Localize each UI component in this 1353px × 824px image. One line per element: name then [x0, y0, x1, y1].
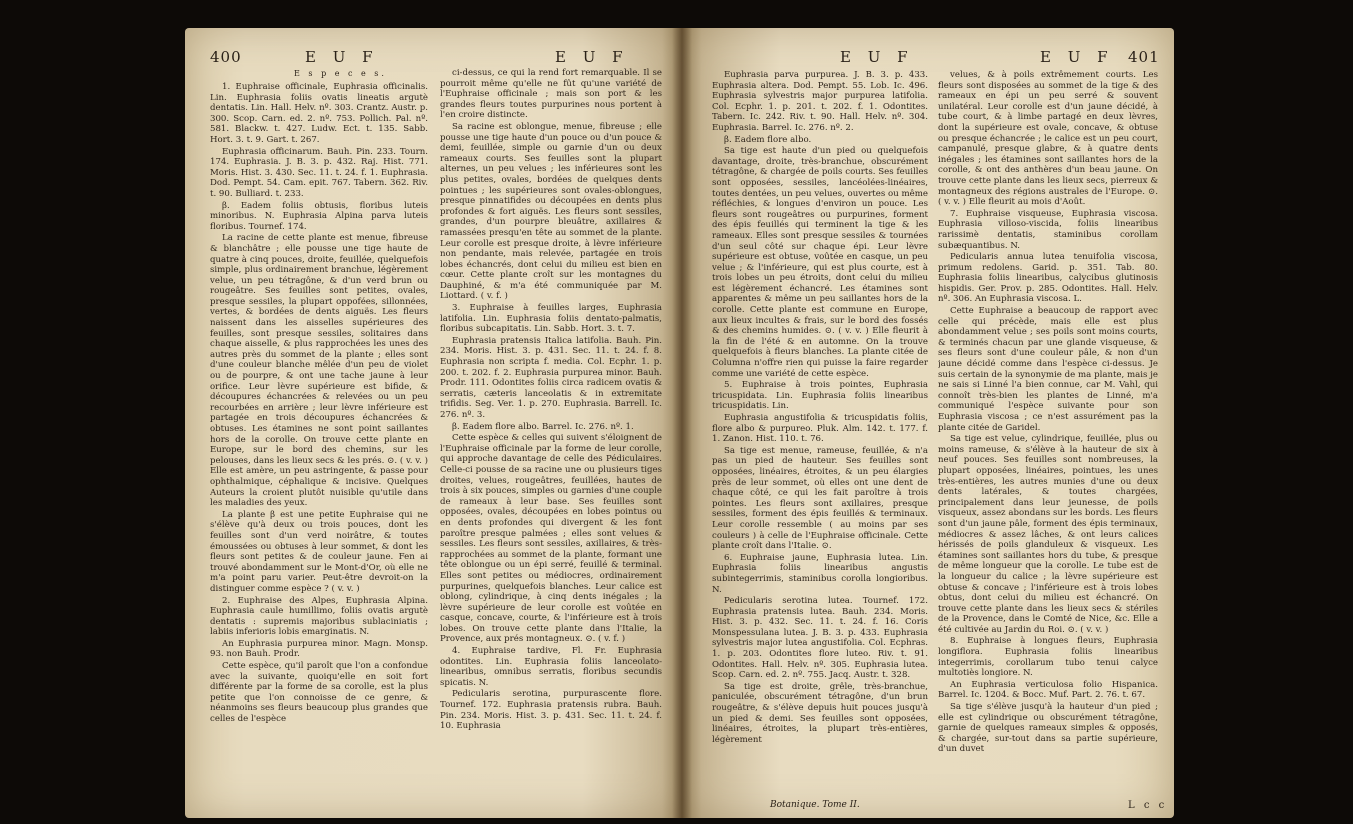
- paragraph: β. Eadem foliis obtusis, floribus luteis minoribus. N. Euphrasia Alpina parva luteis floribus. Tournef. 174.: [210, 200, 428, 232]
- left-running-head: E U F: [305, 48, 379, 66]
- paragraph: 5. Euphraise à trois pointes, Euphrasia tricuspidata. Lin. Euphrasia foliis linearibus tricuspidatis. Lin.: [712, 380, 928, 412]
- paragraph: Cette espèce & celles qui suivent s'éloignent de l'Euphraise officinale par la forme de leur corolle, qui approche davantage de celle des Pédiculaires. Celle-ci pousse de sa racine une ou plusieurs tiges droites, velues, rougeâtres, feuillées, hautes de trois à six pouces, simples ou garnies d'une couple de rameaux à leur base. Ses feuilles sont opposées, ovales, découpées en lobes pointus ou en dents profondes qui divergent & les font paroître presque palmées ; elles sont velues & sessiles. Les fleurs sont sessiles, axillaires, & très-rapprochées au sommet de la plante, formant une tête oblongue ou un épi serré, feuillé & terminal. Elles sont petites ou médiocres, ordinairement purpurines, quelquefois blanches. Leur calice est oblong, cylindrique, à cinq dents inégales ; la lèvre supérieure de leur corolle est voûtée en casque, concave, courte, & l'inférieure est à trois lobes. On trouve cette plante dans l'Italie, la Provence, aux prés montagneux. ⊙. ( v. f. ): [440, 433, 662, 645]
- right-running-head: E U F: [840, 48, 914, 66]
- paragraph: Sa tige est menue, rameuse, feuillée, & n'a pas un pied de hauteur. Ses feuilles sont opposées, linéaires, étroites, & un peu élargies près de leur sommet, où elles ont une dent de chaque côté, ce qui les fait paroître à trois pointes. Les fleurs sont axillaires, presque sessiles, forment des épis feuillés & terminaux. Leur corolle ressemble ( au moins par ses couleurs ) à celle de l'Euphraise officinale. Cette plante croît dans l'Italie. ⊙.: [712, 445, 928, 552]
- left-column-2: [440, 68, 662, 794]
- paragraph: Sa tige est haute d'un pied ou quelquefois davantage, droite, très-branchue, obscurément tétragône, & chargée de poils courts. Ses feuilles sont opposées, sessiles, lancéolées-linéaires, toutes dentées, un peu velues, ouvertes ou même réfléchies, & longues d'environ un pouce. Les fleurs sont rougeâtres ou purpurines, forment des épis feuillés qui terminent la tige & les rameaux. Elles sont presque sessiles & tournées d'un seul côté sur chaque épi. Leur lèvre supérieure est obtuse, voûtée en casque, un peu velue ; & l'inférieure, qui est plus courte, est à trois lobes un peu étroits, dont celui du milieu est légèrement échancré. Les étamines sont apparentes & même un peu saillantes hors de la corolle. Cette plante est commune en Europe, aux lieux incultes & frais, sur le bord des fossés & des chemins humides. ⊙. ( v. v. ) Elle fleurit à la fin de l'été & en automne. On la trouve quelquefois à fleurs blanches. La plante citée de Columna n'offre rien qui puisse la faire regarder comme une variété de cette espèce.: [712, 146, 928, 379]
- signature-mark: L c c: [1128, 800, 1168, 811]
- paragraph: β. Eadem flore albo. Barrel. Ic. 276. nº. 1.: [452, 421, 634, 432]
- paragraph: Cette Euphraise a beaucoup de rapport avec celle qui précède, mais elle est plus abondamment velue ; ses poils sont moins courts, & terminés chacun par une glande visqueuse, & ses fleurs sont d'une couleur pâle, & non d'un jaune décidé comme dans l'espèce ci-dessus. Je suis certain de la synonymie de ma plante, mais je ne sais si Linné l'a bien connue, car M. Vahl, qui connoît très-bien les plantes de Linné, m'a communiqué l'espèce suivante pour son Euphrasia viscosa ; ce n'est assurément pas la plante citée de Garidel.: [938, 306, 1158, 433]
- paragraph: 4. Euphraise tardive, Fl. Fr. Euphrasia odontites. Lin. Euphrasia foliis lanceolato-linearibus, omnibus serratis, floribus secundis spicatis. N.: [440, 646, 662, 688]
- paragraph: Euphrasia parva purpurea. J. B. 3. p. 433. Euphrasia altera. Dod. Pempt. 55. Lob. Ic. 496. Euphrasia sylvestris major purpurea latifolia. Col. Ecphr. 1. p. 201. t. 202. f. 1. Odontites. Tabern. Ic. 242. Riv. t. 90. Hall. Helv. nº. 304. Euphrasia. Barrel. Ic. 276. nº. 2.: [712, 70, 928, 133]
- paragraph: Euphrasia officinarum. Bauh. Pin. 233. Tourn. 174. Euphrasia. J. B. 3. p. 432. Raj. Hist. 771. Moris. Hist. 3. 430. Sec. 11. t. 24. f. 1. Euphrasia. Dod. Pempt. 54. Cam. epit. 767. Tabern. 362. Riv. t. 90. Bulliard. t. 233.: [210, 146, 428, 199]
- right-column-2: [938, 70, 1158, 798]
- paragraph: 2. Euphraise des Alpes, Euphrasia Alpina. Euphrasia caule humillimo, foliis ovatis argutè dentatis : supremis majoribus sublaciniatis ; labiis inferioris lobis emarginatis. N.: [210, 595, 428, 638]
- right-column-1: [712, 70, 928, 798]
- paragraph: Cette espèce, qu'il paroît que l'on a confondue avec la suivante, quoiqu'elle en soit fort différente par la forme de sa corolle, est la plus petite que l'on connoisse de ce genre, & néanmoins ses fleurs beaucoup plus grandes que celles de l'espèce: [210, 661, 428, 725]
- paragraph: Sa racine est oblongue, menue, fibreuse ; elle pousse une tige haute d'un pouce ou d'un pouce & demi, feuillée, simple ou garnie d'un ou deux rameaux courts. Ses feuilles sont la plupart alternes, un peu velues ; les inférieures sont les plus petites, ovales, bordées de quelques dents pointues ; les supérieures sont ovales-oblongues, presque pinnatifides ou découpées en dents plus profondes & fort aiguës. Les fleurs sont sessiles, grandes, d'un pourpre bleuâtre, axillaires & ramassées presqu'en tête au sommet de la plante. Leur corolle est presque droite, à lèvre inférieure non pendante, mais relevée, partagée en trois lobes échancrés, dont celui du milieu est bien en cœur. Cette plante croît sur les montagnes du Dauphiné, & m'a été communiquée par M. Liottard. ( v. f. ): [440, 121, 662, 302]
- paragraph: β. Eadem flore albo.: [724, 134, 812, 145]
- paragraph: Sa tige est velue, cylindrique, feuillée, plus ou moins rameuse, & s'élève à la hauteur de six à neuf pouces. Ses feuilles sont nombreuses, la plupart opposées, linéaires, pointues, les unes très-entières, les autres munies d'une ou deux dents latérales, & toutes chargées, principalement dans leur jeunesse, de poils visqueux, assez abondans sur les bords. Les fleurs sont d'un jaune pâle, forment des épis terminaux, médiocres & assez lâches, & ont leurs calices hérissés de poils glanduleux & visqueux. Les étamines sont saillantes hors du tube, & presque de même longueur que la corolle. Le tube est de la longueur du calice ; la lèvre supérieure est obtuse & concave ; l'inférieure est à trois lobes obtus, dont celui du milieu est échancré. On trouve cette plante dans les lieux secs & stériles de la Provence, dans le Comté de Nice, &c. Elle a été cultivée au Jardin du Roi. ⊙. ( v. v. ): [938, 434, 1158, 635]
- paragraph: An Euphrasia purpurea minor. Magn. Monsp. 93. non Bauh. Prodr.: [210, 638, 428, 660]
- paragraph: An Euphrasia verticulosa folio Hispanica. Barrel. Ic. 1204. & Bocc. Muf. Part. 2. 76. t. 67.: [938, 679, 1158, 701]
- paragraph: 3. Euphraise à feuilles larges, Euphrasia latifolia. Lin. Euphrasia foliis dentato-palmatis, floribus subcapitatis. Lin. Sabb. Hort. 3. t. 7.: [440, 303, 662, 335]
- paragraph: Sa tige est droite, grêle, très-branchue, paniculée, obscurément tétragône, d'un brun rougeâtre, & s'élève depuis huit pouces jusqu'à un pied & demi. Ses feuilles sont opposées, linéaires, étroites, la plupart très-entières, légèrement: [712, 681, 928, 745]
- paragraph: La plante β est une petite Euphraise qui ne s'élève qu'à deux ou trois pouces, dont les feuilles sont d'un verd noirâtre, & toutes émoussées ou obtuses à leur sommet, & dont les fleurs sont petites & de couleur jaune. Fen ai trouvé abondamment sur le Mont-d'Or, où elle ne m'a point paru varier. Peut-être devroit-on la distinguer comme espèce ? ( v. v. ): [210, 509, 428, 594]
- paragraph: Pedicularis serotina, purpurascente flore. Tournef. 172. Euphrasia pratensis rubra. Bauh. Pin. 234. Moris. Hist. 3. p. 431. Sec. 11. t. 24. f. 10. Euphrasia: [440, 689, 662, 732]
- paragraph: Sa tige s'élève jusqu'à la hauteur d'un pied ; elle est cylindrique ou obscurément tétragône, garnie de quelques rameaux simples & opposés, & chargée, sur-tout dans sa partie supérieure, d'un duvet: [938, 702, 1158, 755]
- right-page-number: 401: [1128, 48, 1160, 66]
- paragraph: velues, & à poils extrêmement courts. Les fleurs sont disposées au sommet de la tige & des rameaux en épi un peu serré & souvent unilatéral. Leur corolle est d'un jaune décidé, à tube court, & à limbe partagé en deux lèvres, dont la supérieure est ovale, concave, & obtuse ou presque échancrée ; le calice est un peu court, campanulé, presque glabre, & à quatre dents inégales ; les étamines sont saillantes hors de la corolle, & ont des anthères d'un beau jaune. On trouve cette plante dans les lieux secs, pierreux & montagneux des régions australes de l'Europe. ⊙. ( v. v. ) Elle fleurit au mois d'Août.: [938, 70, 1158, 208]
- paragraph: Pedicularis serotina lutea. Tournef. 172. Euphrasia pratensis lutea. Bauh. 234. Moris. Hist. 3. p. 432. Sec. 11. t. 24. f. 16. Coris Monspessulana lutea. J. B. 3. p. 433. Euphrasia sylvestris major lutea angustifolia. Col. Ecphras. 1. p. 203. Odontites flore luteo. Riv. t. 91. Odontites. Hall. Helv. nº. 305. Euphrasia lutea. Scop. Carn. ed. 2. nº. 755. Jacq. Austr. t. 328.: [712, 596, 928, 681]
- right-running-head-col2: E U F: [1040, 48, 1114, 66]
- paragraph: Pedicularis annua lutea tenuifolia viscosa, primum redolens. Garid. p. 351. Tab. 80. Euphrasia foliis linearibus, calycibus glutinosis hispidis. Ger. Prov. p. 285. Odontites. Hall. Helv. nº. 306. An Euphrasia viscosa. L.: [938, 252, 1158, 305]
- paragraph: 8. Euphraise à longues fleurs, Euphrasia longiflora. Euphrasia foliis linearibus integerrimis, corollarum tubo tenui calyce multotiès longiore. N.: [938, 636, 1158, 679]
- footer-volume: Botanique. Tome II.: [770, 800, 860, 810]
- paragraph: ci-dessus, ce qui la rend fort remarquable. Il se pourroit même qu'elle ne fût qu'une variété de l'Euphraise officinale ; mais son port & les grandes fleurs toutes purpurines nous portent à l'en croire distincte.: [440, 68, 662, 121]
- paragraph: Euphrasia angustifolia & tricuspidatis foliis, flore albo & purpureo. Pluk. Alm. 142. t. 177. f. 1. Zanon. Hist. 110. t. 76.: [712, 413, 928, 445]
- section-heading: E s p e c e s.: [294, 69, 387, 78]
- paragraph: Euphrasia pratensis Italica latifolia. Bauh. Pin. 234. Moris. Hist. 3. p. 431. Sec. 11. t. 24. f. 8. Euphrasia non scripta f. media. Col. Ecphr. 1. p. 200. t. 202. f. 2. Euphrasia purpurea minor. Bauh. Prodr. 111. Odontites foliis circa radicem ovatis & serratis, cæteris lanceolatis & in extremitate trifidis. Seg. Ver. 1. p. 270. Euphrasia. Barrell. Ic. 276. nº. 3.: [440, 335, 662, 420]
- left-page-number: 400: [210, 48, 242, 66]
- paragraph: 7. Euphraise visqueuse, Euphrasia viscosa. Euphrasia villoso-viscida, foliis linearibus rarissimè dentatis, staminibus corollam subæquantibus. N.: [938, 208, 1158, 251]
- left-column-1: [210, 82, 428, 794]
- book-gutter: [672, 28, 692, 818]
- paragraph: La racine de cette plante est menue, fibreuse & blanchâtre ; elle pousse une tige haute de quatre à cinq pouces, droite, feuillée, quelquefois simple, plus ordinairement branchue, légèrement velue, un peu tétragône, & d'un verd brun ou rougeâtre. Ses feuilles sont petites, ovales, presque sessiles, la plupart oppofées, sillonnées, vertes, & bordées de dents aiguës. Les fleurs naissent dans les aisselles supérieures des feuilles, sont presque sessiles, solitaires dans chaque aisselle, & plus rapprochées les unes des autres près du sommet de la plante ; elles sont d'une couleur blanche mêlée d'un peu de violet ou de pourpre, & ont une tache jaune à leur orifice. Leur lèvre supérieure est bifide, & découpures échancrées & relevées ou un peu recourbées en arrière ; leur lèvre inférieure est partagée en trois découpures échancrées & obtuses. Les étamines ne sont point saillantes hors de la corolle. On trouve cette plante en Europe, sur le bord des chemins, sur les pelouses, dans les lieux secs & les prés. ⊙. ( v. v. ) Elle est amère, un peu astringente, & passe pour ophthalmique, céphalique & incisive. Quelques Auteurs la croient plutôt nuisible qu'utile dans les maladies des yeux.: [210, 233, 428, 509]
- left-running-head-col2: E U F: [555, 48, 629, 66]
- paragraph: 1. Euphraise officinale, Euphrasia officinalis. Lin. Euphrasia foliis ovatis lineatis argutè dentatis. Lin. Hall. Helv. nº. 303. Crantz. Austr. p. 300. Scop. Carn. ed. 2. nº. 753. Pollich. Pal. nº. 581. Blackw. t. 427. Ludw. Ect. t. 135. Sabb. Hort. 3. t. 9. Gart. t. 267.: [210, 82, 428, 145]
- paragraph: 6. Euphraise jaune, Euphrasia lutea. Lin. Euphrasia foliis linearibus angustis subintegerrimis, staminibus corolla longioribus. N.: [712, 552, 928, 595]
